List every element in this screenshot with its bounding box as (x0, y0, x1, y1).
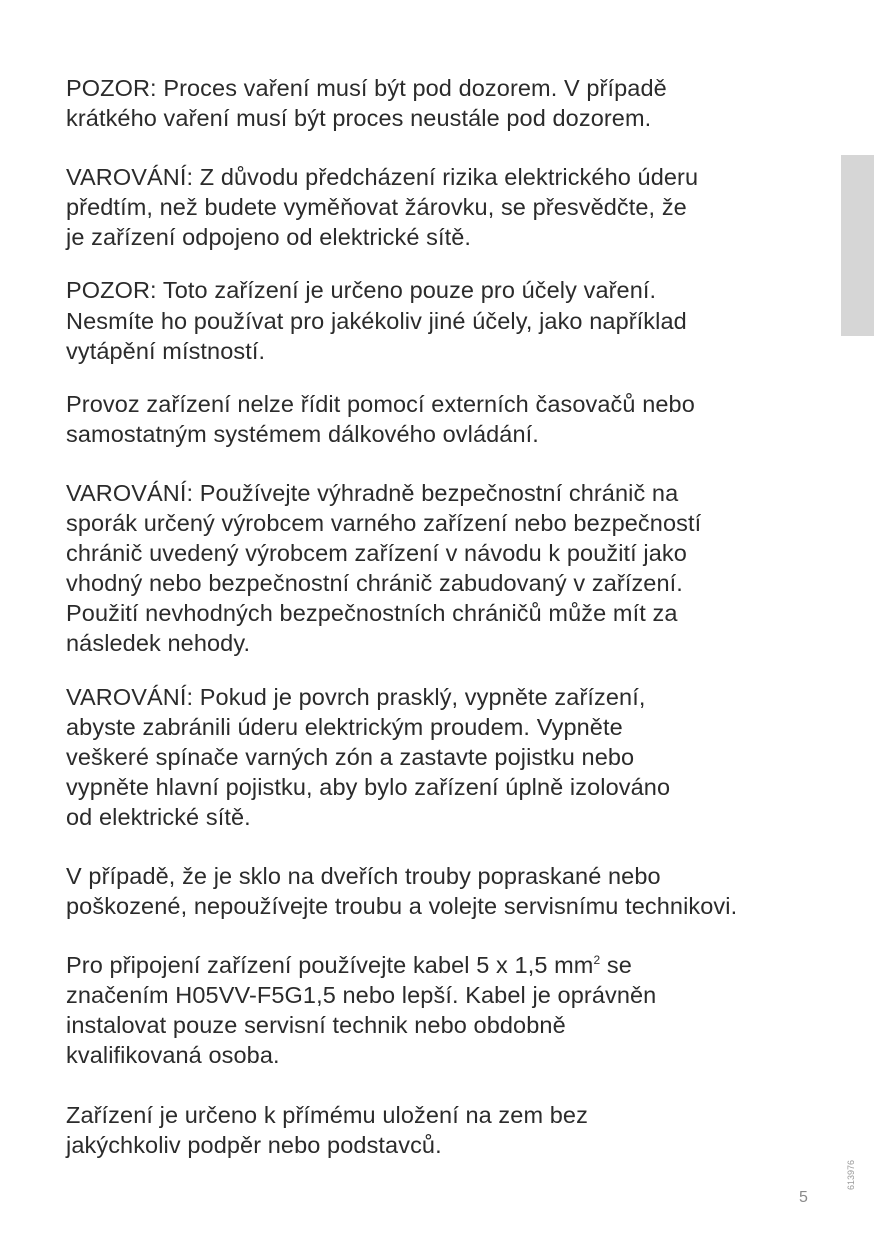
text-line: vypněte hlavní pojistku, aby bylo zařízení úplně izolováno (66, 773, 671, 800)
text-line: značením H05VV-F5G1,5 nebo lepší. Kabel je oprávněn (66, 982, 657, 1009)
chapter-side-tab (841, 155, 874, 336)
paragraph-varovani-bulb (66, 162, 826, 252)
text-line: poškozené, nepoužívejte troubu a volejte servisnímu technikovi. (66, 893, 738, 920)
text-line: POZOR: Proces vaření musí být pod dozorem. V případě (66, 75, 667, 101)
text-line: V případě, že je sklo na dveřích trouby popraskané nebo (66, 862, 661, 889)
text-line: sporák určený výrobcem varného zařízení nebo bezpečností (66, 510, 702, 537)
text-line: kvalifikovaná osoba. (66, 1042, 280, 1069)
text-line: Provoz zařízení nelze řídit pomocí externích časovačů nebo (66, 390, 695, 417)
superscript-squared: 2 (593, 953, 601, 968)
text-line: VAROVÁNÍ: Používejte výhradně bezpečnostní chránič na (66, 479, 679, 506)
cable-spec-text-end: se (600, 952, 632, 979)
text-line: POZOR: Toto zařízení je určeno pouze pro účely vaření. (66, 277, 657, 304)
text-line: chránič uvedený výrobcem zařízení v návodu k použití jako (66, 540, 687, 567)
paragraph-cracked-glass (66, 861, 826, 921)
paragraph-varovani-cracked-surface (66, 682, 826, 832)
text-line: Nesmíte ho používat pro jakékoliv jiné účely, jako například (66, 307, 687, 334)
text-line: vytápění místností. (66, 337, 266, 364)
paragraph-pozor-purpose (66, 275, 826, 365)
document-code: 613976 (846, 1159, 856, 1190)
text-line: následek nehody. (66, 630, 251, 657)
text-line: Zařízení je určeno k přímému uložení na zem bez (66, 1101, 588, 1128)
body-text (66, 73, 826, 1160)
paragraph-cable-connection (66, 950, 826, 1070)
text-line: je zařízení odpojeno od elektrické sítě. (66, 224, 472, 251)
text-line: krátkého vaření musí být proces neustále pod dozorem. (66, 105, 652, 132)
cable-spec-text: Pro připojení zařízení používejte kabel 5 x 1,5 mm (66, 952, 594, 979)
paragraph-external-timers (66, 389, 826, 449)
page-number: 5 (799, 1189, 808, 1206)
text-line: VAROVÁNÍ: Pokud je povrch prasklý, vypněte zařízení, (66, 683, 646, 710)
text-line: veškeré spínače varných zón a zastavte pojistku nebo (66, 743, 635, 770)
text-line: VAROVÁNÍ: Z důvodu předcházení rizika elektrického úderu (66, 164, 699, 191)
text-line: instalovat pouze servisní technik nebo obdobně (66, 1012, 566, 1039)
text-line: abyste zabránili úderu elektrickým proudem. Vypněte (66, 713, 623, 740)
text-line: Použití nevhodných bezpečnostních chráničů může mít za (66, 600, 678, 627)
paragraph-varovani-guard (66, 478, 826, 659)
text-line: předtím, než budete vyměňovat žárovku, se přesvědčte, že (66, 194, 687, 221)
text-line: vhodný nebo bezpečnostní chránič zabudovaný v zařízení. (66, 570, 683, 597)
text-line: jakýchkoliv podpěr nebo podstavců. (66, 1131, 442, 1158)
paragraph-floor-placement (66, 1100, 826, 1160)
paragraph-pozor-supervision (66, 73, 826, 133)
text-line: od elektrické sítě. (66, 803, 251, 830)
text-line: samostatným systémem dálkového ovládání. (66, 420, 539, 447)
text-line (66, 950, 826, 980)
